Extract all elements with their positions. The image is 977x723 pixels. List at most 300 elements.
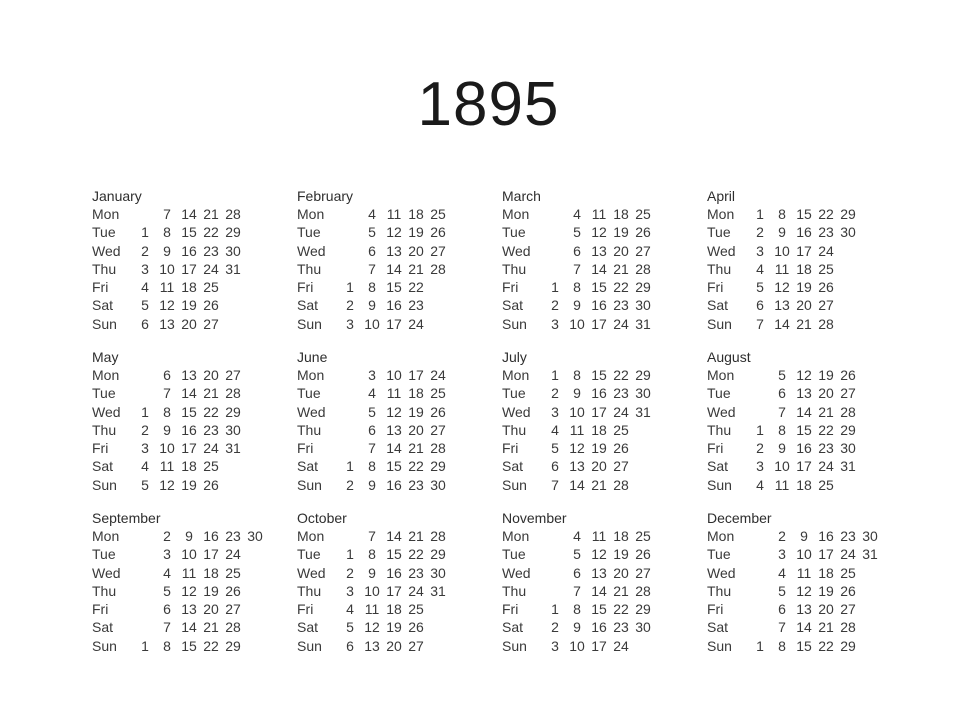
calendar-day: 3 <box>141 440 149 457</box>
weekday-label: Tue <box>707 385 731 402</box>
calendar-day: 30 <box>862 528 878 544</box>
month-name: October <box>297 510 347 526</box>
calendar-day <box>427 278 449 296</box>
calendar-day: 16 <box>203 528 219 544</box>
calendar-day <box>654 564 676 582</box>
calendar-day <box>654 403 676 421</box>
weekday-row <box>92 223 266 241</box>
calendar-day: 19 <box>818 582 834 599</box>
month-table-body <box>502 205 676 333</box>
calendar-day: 4 <box>573 206 581 222</box>
calendar-day: 15 <box>591 279 607 296</box>
weekday-label: Thu <box>297 421 322 438</box>
weekday-row <box>297 315 471 333</box>
month-block <box>502 187 707 348</box>
month-table-body <box>707 527 881 655</box>
month-name: January <box>92 188 142 204</box>
calendar-day <box>859 564 881 582</box>
calendar-day: 5 <box>778 582 786 599</box>
calendar-day <box>544 564 566 582</box>
calendar-day: 18 <box>203 564 219 581</box>
calendar-day: 10 <box>569 315 585 332</box>
weekday-row <box>297 457 471 475</box>
calendar-day: 21 <box>203 206 219 222</box>
calendar-day <box>222 296 244 314</box>
weekday-label: Fri <box>707 279 724 296</box>
weekday-label: Sun <box>297 637 322 654</box>
calendar-day <box>654 600 676 618</box>
weekday-row <box>92 205 266 223</box>
calendar-day: 30 <box>635 297 651 314</box>
calendar-day: 8 <box>368 279 376 296</box>
weekday-row <box>707 403 881 421</box>
calendar-day: 2 <box>778 528 786 544</box>
calendar-day: 28 <box>635 582 651 599</box>
calendar-day: 24 <box>430 367 446 383</box>
calendar-day <box>449 545 471 563</box>
weekday-label: Tue <box>707 224 731 241</box>
month-block <box>92 348 297 509</box>
calendar-day: 6 <box>778 601 786 618</box>
weekday-label: Thu <box>92 260 117 277</box>
calendar-day: 4 <box>368 206 376 222</box>
calendar-day <box>544 205 566 223</box>
calendar-day <box>339 403 361 421</box>
weekday-label: Fri <box>297 601 314 618</box>
calendar-day: 10 <box>364 582 380 599</box>
calendar-day: 9 <box>368 564 376 581</box>
weekday-label: Sun <box>92 476 117 493</box>
calendar-day: 5 <box>573 546 581 563</box>
calendar-day <box>449 600 471 618</box>
calendar-day: 21 <box>591 476 607 493</box>
weekday-row <box>502 403 676 421</box>
month-block <box>502 509 707 670</box>
calendar-day: 18 <box>591 421 607 438</box>
calendar-day: 3 <box>551 637 559 654</box>
weekday-label: Wed <box>502 564 531 581</box>
weekday-row <box>297 476 471 494</box>
month-name: December <box>707 510 772 526</box>
calendar-day: 1 <box>756 637 764 654</box>
calendar-day <box>449 278 471 296</box>
calendar-day: 2 <box>346 476 354 493</box>
calendar-day: 3 <box>551 315 559 332</box>
weekday-row <box>297 366 471 384</box>
weekday-label: Wed <box>707 564 736 581</box>
calendar-day: 25 <box>840 564 856 581</box>
calendar-day: 2 <box>551 297 559 314</box>
weekday-label: Fri <box>297 440 314 457</box>
calendar-day <box>244 403 266 421</box>
weekday-label: Mon <box>502 528 530 544</box>
calendar-day: 26 <box>818 279 834 296</box>
weekday-label: Sun <box>502 637 527 654</box>
calendar-day: 19 <box>591 440 607 457</box>
weekday-row <box>297 439 471 457</box>
calendar-day: 5 <box>346 619 354 636</box>
calendar-day: 1 <box>346 279 354 296</box>
calendar-day: 15 <box>181 637 197 654</box>
weekday-label: Mon <box>297 367 325 383</box>
calendar-day: 16 <box>181 421 197 438</box>
weekday-label: Sat <box>502 619 524 636</box>
calendar-day: 27 <box>635 564 651 581</box>
calendar-day: 27 <box>635 242 651 259</box>
calendar-day: 19 <box>613 224 629 241</box>
calendar-day: 29 <box>430 546 446 563</box>
calendar-day: 17 <box>796 242 812 259</box>
weekday-row <box>92 582 266 600</box>
calendar-day: 21 <box>613 582 629 599</box>
calendar-day: 18 <box>408 206 424 222</box>
calendar-day: 3 <box>346 315 354 332</box>
calendar-day: 24 <box>840 546 856 563</box>
calendar-day <box>134 600 156 618</box>
calendar-day: 6 <box>756 297 764 314</box>
weekday-row <box>707 205 881 223</box>
weekday-row <box>707 384 881 402</box>
month-table-body <box>502 527 676 655</box>
weekday-row <box>297 260 471 278</box>
calendar-day: 14 <box>181 619 197 636</box>
calendar-day: 8 <box>368 458 376 475</box>
calendar-day <box>244 618 266 636</box>
weekday-row <box>707 564 881 582</box>
calendar-day: 27 <box>430 242 446 259</box>
calendar-day <box>244 223 266 241</box>
calendar-day: 3 <box>551 403 559 420</box>
calendar-day: 30 <box>225 242 241 259</box>
calendar-day: 2 <box>551 385 559 402</box>
weekday-label: Mon <box>502 206 530 222</box>
weekday-row <box>707 278 881 296</box>
weekday-row <box>502 384 676 402</box>
calendar-day: 1 <box>551 367 559 383</box>
calendar-day: 26 <box>430 403 446 420</box>
calendar-day: 1 <box>756 206 764 222</box>
calendar-day: 18 <box>181 458 197 475</box>
calendar-day: 14 <box>591 582 607 599</box>
calendar-day: 19 <box>408 403 424 420</box>
calendar-day: 5 <box>163 582 171 599</box>
calendar-day: 8 <box>778 206 786 222</box>
calendar-day: 25 <box>430 385 446 402</box>
calendar-day: 30 <box>430 476 446 493</box>
calendar-day: 17 <box>181 440 197 457</box>
month-table <box>92 366 266 494</box>
calendar-day <box>654 439 676 457</box>
calendar-day <box>544 582 566 600</box>
weekday-row <box>92 545 266 563</box>
calendar-day <box>427 315 449 333</box>
calendar-day <box>427 618 449 636</box>
month-block <box>92 509 297 670</box>
calendar-day: 13 <box>591 242 607 259</box>
calendar-day: 4 <box>778 564 786 581</box>
weekday-row <box>502 582 676 600</box>
calendar-day: 21 <box>408 260 424 277</box>
calendar-day: 24 <box>225 546 241 563</box>
weekday-label: Wed <box>297 564 326 581</box>
calendar-day: 19 <box>818 367 834 383</box>
month-table-body <box>297 527 471 655</box>
calendar-day: 1 <box>551 279 559 296</box>
calendar-day: 10 <box>386 367 402 383</box>
calendar-day <box>632 421 654 439</box>
calendar-day: 28 <box>430 260 446 277</box>
calendar-day: 11 <box>364 601 380 618</box>
calendar-day <box>427 296 449 314</box>
calendar-day: 26 <box>635 224 651 241</box>
calendar-day: 28 <box>635 260 651 277</box>
calendar-day: 13 <box>181 367 197 383</box>
calendar-day: 12 <box>181 582 197 599</box>
weekday-row <box>707 457 881 475</box>
weekday-row <box>502 439 676 457</box>
calendar-day <box>544 545 566 563</box>
calendar-day: 24 <box>203 440 219 457</box>
weekday-label: Fri <box>297 279 314 296</box>
weekday-label: Tue <box>92 385 116 402</box>
calendar-day: 10 <box>774 458 790 475</box>
month-table-body <box>92 205 266 333</box>
weekday-row <box>707 439 881 457</box>
weekday-label: Mon <box>707 206 735 222</box>
calendar-day <box>837 476 859 494</box>
calendar-day: 13 <box>364 637 380 654</box>
weekday-row <box>707 545 881 563</box>
month-table-body <box>297 366 471 494</box>
calendar-day: 4 <box>163 564 171 581</box>
weekday-row <box>92 421 266 439</box>
calendar-day: 24 <box>818 458 834 475</box>
calendar-day: 14 <box>569 476 585 493</box>
calendar-day: 22 <box>408 546 424 563</box>
weekday-row <box>92 315 266 333</box>
calendar-day: 24 <box>613 315 629 332</box>
calendar-day: 10 <box>569 637 585 654</box>
weekday-row <box>92 384 266 402</box>
calendar-day: 15 <box>591 601 607 618</box>
calendar-day <box>859 457 881 475</box>
calendar-day: 17 <box>796 458 812 475</box>
weekday-row <box>707 582 881 600</box>
calendar-day: 6 <box>163 367 171 383</box>
weekday-row <box>502 366 676 384</box>
calendar-day <box>654 296 676 314</box>
weekday-row <box>92 260 266 278</box>
weekday-label: Sun <box>502 476 527 493</box>
calendar-day: 18 <box>386 601 402 618</box>
calendar-day: 20 <box>203 367 219 383</box>
calendar-day: 27 <box>613 458 629 475</box>
calendar-day <box>134 582 156 600</box>
weekday-label: Sun <box>707 315 732 332</box>
weekday-row <box>502 457 676 475</box>
calendar-day <box>632 637 654 655</box>
calendar-day: 13 <box>181 601 197 618</box>
calendar-day <box>544 223 566 241</box>
calendar-day: 16 <box>818 528 834 544</box>
weekday-row <box>297 564 471 582</box>
weekday-row <box>707 600 881 618</box>
calendar-day: 8 <box>573 279 581 296</box>
calendar-day: 14 <box>386 440 402 457</box>
calendar-day: 4 <box>141 458 149 475</box>
calendar-day: 16 <box>591 297 607 314</box>
calendar-day: 16 <box>796 440 812 457</box>
weekday-label: Wed <box>92 403 121 420</box>
calendar-day <box>244 600 266 618</box>
weekday-row <box>297 223 471 241</box>
calendar-day: 30 <box>635 619 651 636</box>
weekday-row <box>92 439 266 457</box>
weekday-row <box>707 637 881 655</box>
calendar-day <box>749 600 771 618</box>
calendar-day: 2 <box>163 528 171 544</box>
calendar-day: 23 <box>203 242 219 259</box>
weekday-label: Tue <box>502 385 526 402</box>
calendar-day: 29 <box>840 206 856 222</box>
calendar-day: 22 <box>203 637 219 654</box>
weekday-label: Thu <box>502 582 527 599</box>
calendar-day <box>654 582 676 600</box>
months-grid <box>92 187 912 670</box>
calendar-day: 6 <box>551 458 559 475</box>
calendar-day <box>654 457 676 475</box>
weekday-row <box>297 403 471 421</box>
weekday-label: Sat <box>297 619 319 636</box>
calendar-day: 17 <box>818 546 834 563</box>
calendar-day: 18 <box>181 279 197 296</box>
calendar-day: 18 <box>613 528 629 544</box>
calendar-day <box>859 278 881 296</box>
calendar-day: 29 <box>225 637 241 654</box>
calendar-day <box>654 421 676 439</box>
calendar-day <box>837 278 859 296</box>
weekday-row <box>502 618 676 636</box>
weekday-label: Thu <box>502 421 527 438</box>
weekday-label: Tue <box>92 546 116 563</box>
calendar-day: 24 <box>408 582 424 599</box>
calendar-day: 6 <box>368 421 376 438</box>
calendar-day: 23 <box>818 224 834 241</box>
calendar-day <box>339 260 361 278</box>
calendar-day <box>859 582 881 600</box>
month-block <box>707 187 912 348</box>
calendar-day: 7 <box>573 260 581 277</box>
calendar-day: 29 <box>840 421 856 438</box>
calendar-day: 26 <box>408 619 424 636</box>
calendar-day: 28 <box>430 440 446 457</box>
calendar-day: 15 <box>796 637 812 654</box>
calendar-day: 12 <box>364 619 380 636</box>
weekday-label: Sat <box>92 619 114 636</box>
calendar-day <box>244 476 266 494</box>
calendar-day <box>859 476 881 494</box>
weekday-label: Wed <box>707 403 736 420</box>
calendar-day <box>134 366 156 384</box>
weekday-label: Wed <box>297 403 326 420</box>
calendar-day <box>632 476 654 494</box>
month-block <box>707 348 912 509</box>
calendar-day: 7 <box>573 582 581 599</box>
calendar-day: 22 <box>818 206 834 222</box>
calendar-day: 31 <box>635 315 651 332</box>
calendar-day: 19 <box>408 224 424 241</box>
calendar-day <box>244 315 266 333</box>
weekday-label: Sun <box>92 637 117 654</box>
calendar-day: 16 <box>386 297 402 314</box>
calendar-day: 6 <box>573 242 581 259</box>
calendar-day: 20 <box>613 564 629 581</box>
month-table <box>707 205 881 333</box>
calendar-day <box>749 582 771 600</box>
weekday-label: Mon <box>502 367 530 383</box>
calendar-day: 21 <box>818 403 834 420</box>
weekday-label: Sat <box>92 297 114 314</box>
calendar-day: 25 <box>203 458 219 475</box>
calendar-day: 30 <box>247 528 263 544</box>
weekday-row <box>92 564 266 582</box>
calendar-day: 12 <box>774 279 790 296</box>
calendar-day: 17 <box>386 315 402 332</box>
calendar-day: 4 <box>141 279 149 296</box>
calendar-day: 11 <box>386 385 402 402</box>
weekday-row <box>502 260 676 278</box>
weekday-row <box>707 223 881 241</box>
calendar-day: 15 <box>181 224 197 241</box>
calendar-day: 9 <box>778 224 786 241</box>
calendar-day: 29 <box>635 367 651 383</box>
calendar-day: 4 <box>573 528 581 544</box>
calendar-day: 26 <box>430 224 446 241</box>
calendar-day: 9 <box>368 297 376 314</box>
calendar-day: 23 <box>203 421 219 438</box>
calendar-day <box>654 315 676 333</box>
calendar-day <box>427 600 449 618</box>
calendar-day: 20 <box>818 385 834 402</box>
calendar-day: 6 <box>141 315 149 332</box>
calendar-day: 1 <box>346 546 354 563</box>
calendar-day: 1 <box>551 601 559 618</box>
calendar-day <box>449 403 471 421</box>
weekday-label: Thu <box>707 260 732 277</box>
calendar-day: 23 <box>408 564 424 581</box>
calendar-day <box>449 366 471 384</box>
weekday-label: Thu <box>92 582 117 599</box>
calendar-day: 11 <box>159 279 175 296</box>
month-name: August <box>707 349 751 365</box>
calendar-day: 25 <box>430 206 446 222</box>
calendar-day: 12 <box>591 546 607 563</box>
calendar-day: 27 <box>840 601 856 618</box>
calendar-day: 13 <box>386 421 402 438</box>
calendar-day <box>859 223 881 241</box>
calendar-day: 3 <box>756 242 764 259</box>
weekday-row <box>707 260 881 278</box>
calendar-day: 16 <box>181 242 197 259</box>
calendar-day: 28 <box>225 206 241 222</box>
calendar-day: 17 <box>408 367 424 383</box>
calendar-day <box>859 384 881 402</box>
calendar-day <box>859 205 881 223</box>
weekday-label: Sat <box>297 458 319 475</box>
calendar-day: 26 <box>225 582 241 599</box>
calendar-day <box>449 439 471 457</box>
weekday-label: Mon <box>707 528 735 544</box>
